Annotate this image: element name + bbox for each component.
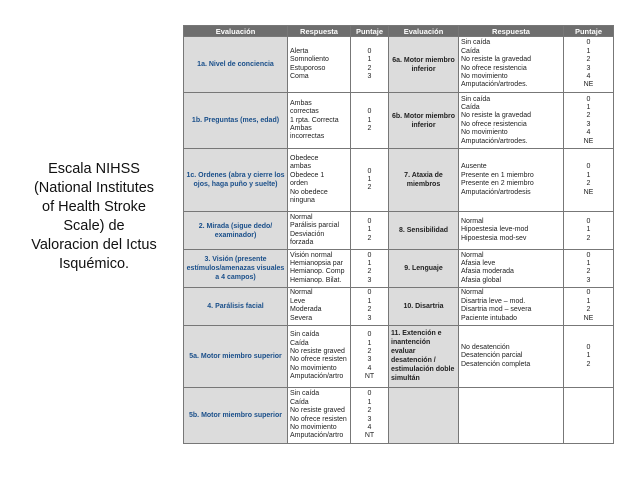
score-cell-line: 0 bbox=[367, 331, 372, 339]
score-cell-line: 1 bbox=[367, 176, 372, 184]
header-puntaje: Puntaje bbox=[564, 26, 614, 37]
response-cell-line: No movimiento bbox=[461, 73, 508, 81]
header-respuesta: Respuesta bbox=[288, 26, 351, 37]
response-cell-line: Caída bbox=[461, 104, 480, 112]
response-cell bbox=[459, 37, 564, 93]
response-cell-line: Caída bbox=[290, 398, 309, 406]
score-cell-line: 2 bbox=[586, 112, 591, 120]
response-cell-line: Normal bbox=[290, 213, 313, 221]
response-cell-line: No ofrece resistencia bbox=[461, 64, 527, 72]
response-cell bbox=[459, 93, 564, 149]
response-cell-line: No resiste la gravedad bbox=[461, 112, 532, 120]
response-cell-line: Sin caída bbox=[290, 390, 320, 398]
response-cell-line: Normal bbox=[290, 289, 313, 297]
score-cell-line: NE bbox=[583, 137, 594, 145]
score-cell-line: 3 bbox=[586, 276, 591, 284]
table-row bbox=[184, 388, 614, 444]
caption-line: Scale) de bbox=[63, 218, 125, 234]
score-cell-line: 0 bbox=[586, 343, 591, 351]
score-cell-line: NE bbox=[583, 188, 594, 196]
response-cell-line: Coma bbox=[290, 73, 309, 81]
score-cell-line: 0 bbox=[586, 289, 591, 297]
response-cell-line: No desatención bbox=[461, 343, 510, 351]
header-evaluacion: Evaluación bbox=[389, 26, 459, 37]
score-cell bbox=[564, 388, 614, 444]
score-cell-line: 3 bbox=[367, 276, 372, 284]
evaluation-cell: 5b. Motor miembro superior bbox=[184, 388, 288, 444]
score-cell-line: NE bbox=[583, 81, 594, 89]
response-cell-line: Somnoliento bbox=[290, 56, 329, 64]
response-cell bbox=[288, 149, 351, 212]
response-cell-line: Hipoestesia leve-mod bbox=[461, 226, 529, 234]
score-cell-line: 3 bbox=[367, 73, 372, 81]
score-cell bbox=[564, 212, 614, 250]
response-cell bbox=[288, 93, 351, 149]
response-cell bbox=[288, 287, 351, 325]
response-cell-line: Paciente intubado bbox=[461, 314, 518, 322]
response-cell-line: Visión normal bbox=[290, 251, 333, 259]
response-cell-line: Parálisis parcial bbox=[290, 222, 340, 230]
response-cell-line: Hemianop. Comp bbox=[290, 268, 345, 276]
response-cell-line: Ausente bbox=[461, 163, 487, 171]
score-cell-line: 2 bbox=[367, 64, 372, 72]
response-cell-line: ambas bbox=[290, 163, 312, 171]
response-cell-line: Severa bbox=[290, 314, 313, 322]
score-cell-line: 0 bbox=[586, 39, 591, 47]
score-cell-line: 1 bbox=[586, 352, 591, 360]
response-cell-line: Amputación/artro bbox=[290, 373, 344, 381]
response-cell-line: correctas bbox=[290, 108, 319, 116]
evaluation-cell: 1a. Nivel de conciencia bbox=[184, 37, 288, 93]
score-cell bbox=[351, 37, 389, 93]
score-cell-line: 1 bbox=[367, 297, 372, 305]
score-cell-line: 1 bbox=[367, 398, 372, 406]
response-cell-line: Ambas bbox=[290, 99, 312, 107]
table-row bbox=[184, 287, 614, 325]
response-cell-line: Caída bbox=[461, 47, 480, 55]
response-cell-line: Sin caída bbox=[461, 95, 491, 103]
score-cell-line: 4 bbox=[586, 129, 591, 137]
response-cell-line: No resiste graved bbox=[290, 407, 345, 415]
score-cell-line: 4 bbox=[367, 364, 372, 372]
response-cell-line: Disartria leve – mod. bbox=[461, 297, 526, 305]
table-header-row bbox=[184, 26, 614, 37]
response-cell-line: No ofrece resisten bbox=[290, 415, 347, 423]
response-cell bbox=[459, 287, 564, 325]
evaluation-cell: 1b. Preguntas (mes, edad) bbox=[184, 93, 288, 149]
response-cell-line: Obedece bbox=[290, 155, 319, 163]
score-cell-line: 3 bbox=[586, 64, 591, 72]
caption-line: Valoracion del Ictus bbox=[31, 237, 157, 253]
score-cell-line: 2 bbox=[586, 268, 591, 276]
response-cell-line: Hemianop. Bilat. bbox=[290, 276, 342, 284]
score-cell-line: 2 bbox=[586, 306, 591, 314]
score-cell bbox=[564, 37, 614, 93]
response-cell bbox=[288, 249, 351, 287]
score-cell-line: 1 bbox=[586, 226, 591, 234]
score-cell-line: 2 bbox=[367, 234, 372, 242]
table-body bbox=[184, 37, 614, 444]
response-cell-line: Sin caída bbox=[290, 331, 320, 339]
evaluation-cell: 4. Parálisis facial bbox=[184, 287, 288, 325]
score-cell-line: 0 bbox=[367, 289, 372, 297]
score-cell bbox=[351, 249, 389, 287]
score-cell-line: 3 bbox=[367, 356, 372, 364]
response-cell-line: No resiste graved bbox=[290, 348, 345, 356]
header-respuesta: Respuesta bbox=[459, 26, 564, 37]
score-cell bbox=[564, 325, 614, 388]
response-cell bbox=[459, 325, 564, 388]
score-cell-line: 1 bbox=[367, 226, 372, 234]
response-cell-line: Moderada bbox=[290, 306, 322, 314]
table-row bbox=[184, 249, 614, 287]
evaluation-cell: 11. Extención e inantención evaluar desatención / estimulación doble simultán bbox=[389, 325, 459, 388]
score-cell-line: NT bbox=[364, 373, 375, 381]
table-row bbox=[184, 37, 614, 93]
evaluation-cell: 6b. Motor miembro inferior bbox=[389, 93, 459, 149]
response-cell-line: Normal bbox=[461, 217, 484, 225]
score-cell-line: 0 bbox=[586, 217, 591, 225]
evaluation-cell bbox=[389, 388, 459, 444]
evaluation-cell: 7. Ataxia de miembros bbox=[389, 149, 459, 212]
score-cell bbox=[351, 149, 389, 212]
score-cell-line: 0 bbox=[367, 251, 372, 259]
table-row bbox=[184, 93, 614, 149]
score-cell bbox=[564, 287, 614, 325]
score-cell bbox=[351, 93, 389, 149]
response-cell-line: Estuporoso bbox=[290, 64, 326, 72]
response-cell-line: No movimiento bbox=[290, 364, 337, 372]
response-cell-line: No obedece bbox=[290, 188, 328, 196]
evaluation-cell: 5a. Motor miembro superior bbox=[184, 325, 288, 388]
score-cell-line: 0 bbox=[586, 95, 591, 103]
response-cell-line: Afasia moderada bbox=[461, 268, 514, 276]
score-cell-line: 0 bbox=[367, 167, 372, 175]
score-cell-line: 1 bbox=[586, 104, 591, 112]
response-cell-line: 1 rpta. Correcta bbox=[290, 116, 339, 124]
header-puntaje: Puntaje bbox=[351, 26, 389, 37]
evaluation-cell: 9. Lenguaje bbox=[389, 249, 459, 287]
response-cell-line: Amputación/artrodes. bbox=[461, 137, 528, 145]
evaluation-cell: 2. Mirada (sigue dedo/ examinador) bbox=[184, 212, 288, 250]
response-cell-line: Amputación/artro bbox=[290, 432, 344, 440]
slide-caption bbox=[14, 160, 174, 274]
response-cell-line: Normal bbox=[461, 289, 484, 297]
response-cell-line: Caída bbox=[290, 339, 309, 347]
score-cell-line: 2 bbox=[586, 234, 591, 242]
response-cell-line: Desatención completa bbox=[461, 360, 531, 368]
response-cell-line: Desatención parcial bbox=[461, 352, 523, 360]
response-cell-line: Presente en 2 miembro bbox=[461, 180, 534, 188]
response-cell-line: Hipoestesia mod-sev bbox=[461, 234, 527, 242]
score-cell-line: 1 bbox=[367, 339, 372, 347]
response-cell-line: Amputación/artrodesis bbox=[461, 188, 531, 196]
score-cell-line: 1 bbox=[586, 171, 591, 179]
score-cell-line: NE bbox=[583, 314, 594, 322]
response-cell-line: orden bbox=[290, 180, 308, 188]
evaluation-cell: 10. Disartria bbox=[389, 287, 459, 325]
response-cell bbox=[459, 388, 564, 444]
evaluation-cell: 1c. Ordenes (abra y cierre los ojos, haga puño y suelte) bbox=[184, 149, 288, 212]
response-cell-line: No movimiento bbox=[290, 424, 337, 432]
response-cell-line: Alerta bbox=[290, 47, 309, 55]
score-cell-line: 2 bbox=[367, 268, 372, 276]
score-cell bbox=[351, 325, 389, 388]
response-cell-line: Presente en 1 miembro bbox=[461, 171, 534, 179]
response-cell-line: incorrectas bbox=[290, 133, 325, 141]
response-cell-line: Amputación/artrodes. bbox=[461, 81, 528, 89]
evaluation-cell: 8. Sensibilidad bbox=[389, 212, 459, 250]
caption-line: Escala NIHSS bbox=[48, 161, 140, 177]
score-cell-line: 3 bbox=[367, 415, 372, 423]
score-cell-line: 2 bbox=[586, 360, 591, 368]
response-cell-line: No movimiento bbox=[461, 129, 508, 137]
score-cell-line: 0 bbox=[586, 163, 591, 171]
nihss-table bbox=[183, 25, 614, 444]
score-cell-line: 1 bbox=[367, 259, 372, 267]
score-cell-line: 2 bbox=[367, 407, 372, 415]
score-cell-line: 4 bbox=[367, 424, 372, 432]
score-cell-line: 3 bbox=[367, 314, 372, 322]
response-cell bbox=[288, 388, 351, 444]
response-cell-line: Afasia global bbox=[461, 276, 502, 284]
response-cell-line: Hemianopsia par bbox=[290, 259, 343, 267]
score-cell-line: 2 bbox=[367, 306, 372, 314]
table-row bbox=[184, 212, 614, 250]
evaluation-cell: 3. Visión (presente estímulos/amenazas visuales a 4 campos) bbox=[184, 249, 288, 287]
response-cell bbox=[288, 212, 351, 250]
score-cell bbox=[564, 249, 614, 287]
response-cell-line: Desviación bbox=[290, 230, 325, 238]
response-cell-line: No ofrece resisten bbox=[290, 356, 347, 364]
score-cell-line: 0 bbox=[367, 390, 372, 398]
score-cell-line: 2 bbox=[586, 56, 591, 64]
response-cell-line: forzada bbox=[290, 238, 314, 246]
score-cell-line: 1 bbox=[367, 56, 372, 64]
caption-line: of Health Stroke bbox=[42, 199, 146, 215]
score-cell-line: 2 bbox=[586, 180, 591, 188]
score-cell bbox=[351, 212, 389, 250]
response-cell bbox=[459, 212, 564, 250]
score-cell-line: 0 bbox=[367, 108, 372, 116]
score-cell-line: 1 bbox=[586, 259, 591, 267]
table-row bbox=[184, 325, 614, 388]
score-cell-line: NT bbox=[364, 432, 375, 440]
score-cell bbox=[351, 388, 389, 444]
score-cell-line: 2 bbox=[367, 184, 372, 192]
score-cell-line: 2 bbox=[367, 125, 372, 133]
score-cell-line: 0 bbox=[367, 47, 372, 55]
response-cell-line: No resiste la gravedad bbox=[461, 56, 532, 64]
score-cell-line: 1 bbox=[367, 116, 372, 124]
score-cell bbox=[564, 93, 614, 149]
response-cell-line: Normal bbox=[461, 251, 484, 259]
response-cell bbox=[288, 325, 351, 388]
response-cell bbox=[459, 149, 564, 212]
score-cell-line: 2 bbox=[367, 348, 372, 356]
caption-line: Isquémico. bbox=[58, 256, 130, 272]
response-cell bbox=[459, 249, 564, 287]
response-cell-line: Disartria mod – severa bbox=[461, 306, 532, 314]
response-cell bbox=[288, 37, 351, 93]
response-cell-line: Sin caída bbox=[461, 39, 491, 47]
caption-line: (National Institutes bbox=[33, 180, 155, 196]
score-cell-line: 1 bbox=[586, 297, 591, 305]
response-cell-line: No ofrece resistencia bbox=[461, 120, 527, 128]
response-cell-line: Ambas bbox=[290, 125, 312, 133]
table-row bbox=[184, 149, 614, 212]
score-cell bbox=[351, 287, 389, 325]
response-cell-line: Leve bbox=[290, 297, 306, 305]
score-cell-line: 0 bbox=[367, 217, 372, 225]
score-cell-line: 1 bbox=[586, 47, 591, 55]
score-cell bbox=[564, 149, 614, 212]
response-cell-line: Afasia leve bbox=[461, 259, 496, 267]
score-cell-line: 0 bbox=[586, 251, 591, 259]
score-cell-line: 3 bbox=[586, 120, 591, 128]
score-cell-line: 4 bbox=[586, 73, 591, 81]
evaluation-cell: 6a. Motor miembro inferior bbox=[389, 37, 459, 93]
response-cell-line: Obedece 1 bbox=[290, 171, 325, 179]
header-evaluacion: Evaluación bbox=[184, 26, 288, 37]
response-cell-line: ninguna bbox=[290, 197, 315, 205]
